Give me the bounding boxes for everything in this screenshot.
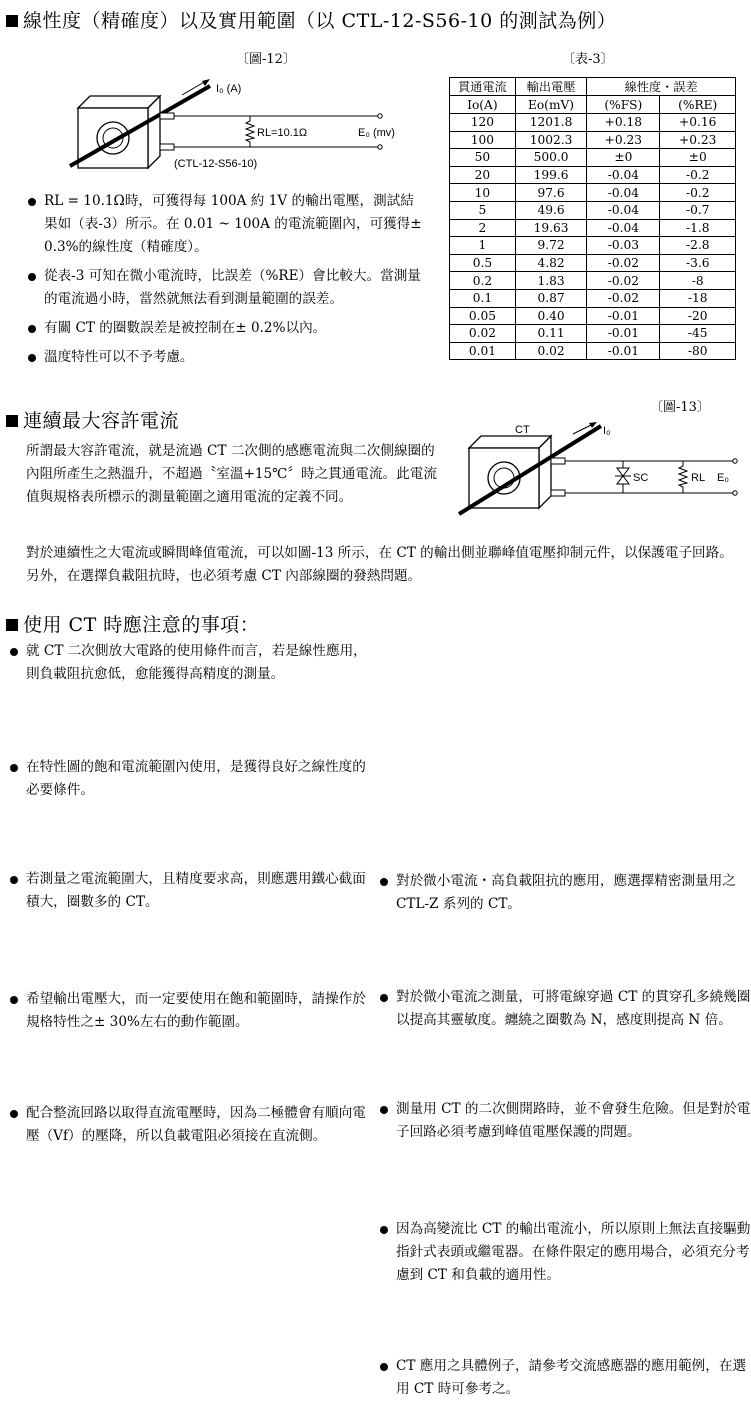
figure12-diagram (60, 68, 440, 180)
table-cell: -0.02 (587, 272, 660, 290)
table-cell: 100 (450, 131, 516, 149)
table-cell: 4.82 (515, 254, 587, 272)
table-subheader-cell: Io(A) (450, 96, 516, 114)
section2-heading (6, 406, 179, 433)
table-subheader-cell: Eo(mV) (515, 96, 587, 114)
list-item: 因為高變流比 CT 的輸出電流小，所以原則上無法直接驅動指針式表頭或繼電器。在條件限定的應用場合，必須充分考慮到 CT 和負載的適用性。 (378, 1218, 751, 1287)
table-row (450, 114, 736, 132)
table-header-row (450, 78, 736, 96)
table-row (450, 342, 736, 360)
table3 (449, 77, 736, 360)
list-item: CT 應用之具體例子，請參考交流感應器的應用範例，在選用 CT 時可參考之。 (378, 1355, 751, 1401)
fig13-sc-label: SC (633, 472, 649, 484)
fig12-current-label: I₀ (A) (216, 83, 242, 95)
square-bullet-icon (6, 15, 18, 27)
table-cell: 0.02 (450, 325, 516, 343)
table-row (450, 201, 736, 219)
table-cell: 0.40 (515, 307, 587, 325)
table-cell: 0.87 (515, 289, 587, 307)
table-cell: 0.01 (450, 342, 516, 360)
list-item: 希望輸出電壓大，而一定要使用在飽和範圍時，請操作於規格特性之± 30%左右的動作範圍。 (8, 988, 372, 1034)
table-cell: 0.02 (515, 342, 587, 360)
table-row (450, 166, 736, 184)
fig13-current-label: I₀ (603, 425, 611, 437)
square-bullet-icon (6, 619, 18, 631)
table-header-cell: 線性度・誤差 (587, 78, 736, 96)
fig12-output-label: E₀ (mv) (358, 127, 395, 139)
table-cell: -0.7 (660, 201, 736, 219)
table-cell: -0.2 (660, 166, 736, 184)
table-cell: 20 (450, 166, 516, 184)
section2-paragraph2: 對於連續性之大電流或瞬間峰值電流，可以如圖-13 所示，在 CT 的輸出側並聯峰值電壓抑制元件，以保護電子回路。另外，在選擇負載阻抗時，也必須考慮 CT 內部線圈的發熱問題。 (26, 545, 733, 584)
table-cell: ±0 (660, 149, 736, 167)
table-row (450, 237, 736, 255)
table-cell: 0.05 (450, 307, 516, 325)
table-row (450, 131, 736, 149)
section2-paragraph1: 所謂最大容許電流，就是流過 CT 二次側的感應電流與二次側線圈的內阻所產生之熱溫升，不超過〝室溫+15℃〞時之貫通電流。此電流值與規格表所標示的測量範圍之適用電流的定義不同。 (26, 443, 437, 505)
table-cell: 120 (450, 114, 516, 132)
fig12-model-label: (CTL-12-S56-10) (174, 158, 258, 170)
table-cell: 500.0 (515, 149, 587, 167)
figure12-label: 〔圖-12〕 (236, 52, 296, 67)
table-cell: 0.1 (450, 289, 516, 307)
fig13-rl-label: RL (691, 472, 706, 484)
table-cell: 2 (450, 219, 516, 237)
list-item: 對於微小電流之測量，可將電線穿過 CT 的貫穿孔多繞幾圈以提高其靈敏度。纏繞之圈數為 N，感度則提高 N 倍。 (378, 986, 751, 1032)
table-cell: 0.2 (450, 272, 516, 290)
table-row (450, 254, 736, 272)
figure13-diagram (455, 420, 745, 530)
table-cell: -0.02 (587, 289, 660, 307)
table-cell: 0.5 (450, 254, 516, 272)
section3-title: 使用 CT 時應注意的事項： (23, 614, 260, 636)
table-cell: 1201.8 (515, 114, 587, 132)
list-item: 若測量之電流範圍大，且精度要求高，則應選用鐵心截面積大，圈數多的 CT。 (8, 868, 372, 914)
section1-bullets (26, 190, 426, 369)
table-cell: -0.02 (587, 254, 660, 272)
table-cell: 10 (450, 184, 516, 202)
table-cell: 0.11 (515, 325, 587, 343)
list-item: 從表-3 可知在微小電流時，比誤差（%RE）會比較大。當測量的電流過小時，當然就無法看到測量範圍的誤差。 (26, 265, 426, 311)
table-cell: 97.6 (515, 184, 587, 202)
list-item: 有關 CT 的圈數誤差是被控制在± 0.2%以內。 (26, 317, 426, 340)
table-cell: 1.83 (515, 272, 587, 290)
table-cell: +0.18 (587, 114, 660, 132)
table-row (450, 307, 736, 325)
table-cell: -45 (660, 325, 736, 343)
fig12-resistor-label: RL=10.1Ω (257, 127, 308, 139)
table-header-cell: 輸出電壓 (515, 78, 587, 96)
table-cell: +0.23 (660, 131, 736, 149)
list-item: RL = 10.1Ω時，可獲得每 100A 約 1V 的輸出電壓，測試結果如（表-3）所示。在 0.01 ~ 100A 的電流範圍內，可獲得± 0.3%的線性度（精確度）。 (26, 190, 426, 259)
list-item: 測量用 CT 的二次側開路時，並不會發生危險。但是對於電子回路必須考慮到峰值電壓保護的問題。 (378, 1098, 751, 1144)
table-row (450, 325, 736, 343)
list-item: 在特性圖的飽和電流範圍內使用，是獲得良好之線性度的必要條件。 (8, 756, 372, 802)
table-cell: -0.01 (587, 325, 660, 343)
table-cell: 9.72 (515, 237, 587, 255)
table-cell: -0.01 (587, 307, 660, 325)
surge-suppressor-icon (615, 461, 631, 493)
table-cell: 1 (450, 237, 516, 255)
table-cell: -0.04 (587, 201, 660, 219)
table-cell: 50 (450, 149, 516, 167)
table-subheader-row (450, 96, 736, 114)
table-row (450, 272, 736, 290)
ct-core-icon (78, 96, 160, 168)
list-item: 溫度特性可以不予考慮。 (26, 346, 426, 369)
list-item: 配合整流回路以取得直流電壓時，因為二極體會有順向電壓（Vf）的壓降，所以負載電阻必須接在直流側。 (8, 1102, 372, 1148)
table-cell: -0.04 (587, 219, 660, 237)
resistor-icon (246, 116, 254, 147)
table-cell: 1002.3 (515, 131, 587, 149)
table-cell: -1.8 (660, 219, 736, 237)
table3-label: 〔表-3〕 (562, 52, 614, 67)
table-cell: 199.6 (515, 166, 587, 184)
table-cell: -18 (660, 289, 736, 307)
fig13-ct-label: CT (515, 424, 530, 436)
table-cell: -0.03 (587, 237, 660, 255)
table-cell: +0.23 (587, 131, 660, 149)
list-item: 對於微小電流・高負載阻抗的應用，應選擇精密測量用之 CTL-Z 系列的 CT。 (378, 870, 751, 916)
table-header-cell: 貫通電流 (450, 78, 516, 96)
table-cell: ±0 (587, 149, 660, 167)
table-cell: +0.16 (660, 114, 736, 132)
table-cell: -0.04 (587, 166, 660, 184)
table-row (450, 184, 736, 202)
section3-heading (6, 610, 259, 637)
table-cell: -2.8 (660, 237, 736, 255)
table-cell: 49.6 (515, 201, 587, 219)
table-cell: 19.63 (515, 219, 587, 237)
table-cell: -0.2 (660, 184, 736, 202)
section1-heading (6, 6, 616, 33)
table-cell: -8 (660, 272, 736, 290)
figure13-label: 〔圖-13〕 (650, 400, 710, 415)
section1-title: 線性度（精確度）以及實用範圍（以 CTL-12-S56-10 的測試為例） (23, 10, 617, 32)
ct-core-icon (469, 436, 551, 508)
table-cell: 5 (450, 201, 516, 219)
table-subheader-cell: (%FS) (587, 96, 660, 114)
table-cell: -0.04 (587, 184, 660, 202)
table-cell: -20 (660, 307, 736, 325)
fig13-output-label: E₀ (717, 472, 729, 484)
table-row (450, 149, 736, 167)
section2-title: 連續最大容許電流 (23, 410, 180, 432)
table-subheader-cell: (%RE) (660, 96, 736, 114)
list-item: 就 CT 二次側放大電路的使用條件而言，若是線性應用，則負載阻抗愈低，愈能獲得高精度的測量。 (8, 640, 372, 686)
table-cell: -0.01 (587, 342, 660, 360)
square-bullet-icon (6, 415, 18, 427)
table-cell: -80 (660, 342, 736, 360)
table-cell: -3.6 (660, 254, 736, 272)
table-row (450, 289, 736, 307)
table-row (450, 219, 736, 237)
resistor-icon (679, 461, 687, 493)
